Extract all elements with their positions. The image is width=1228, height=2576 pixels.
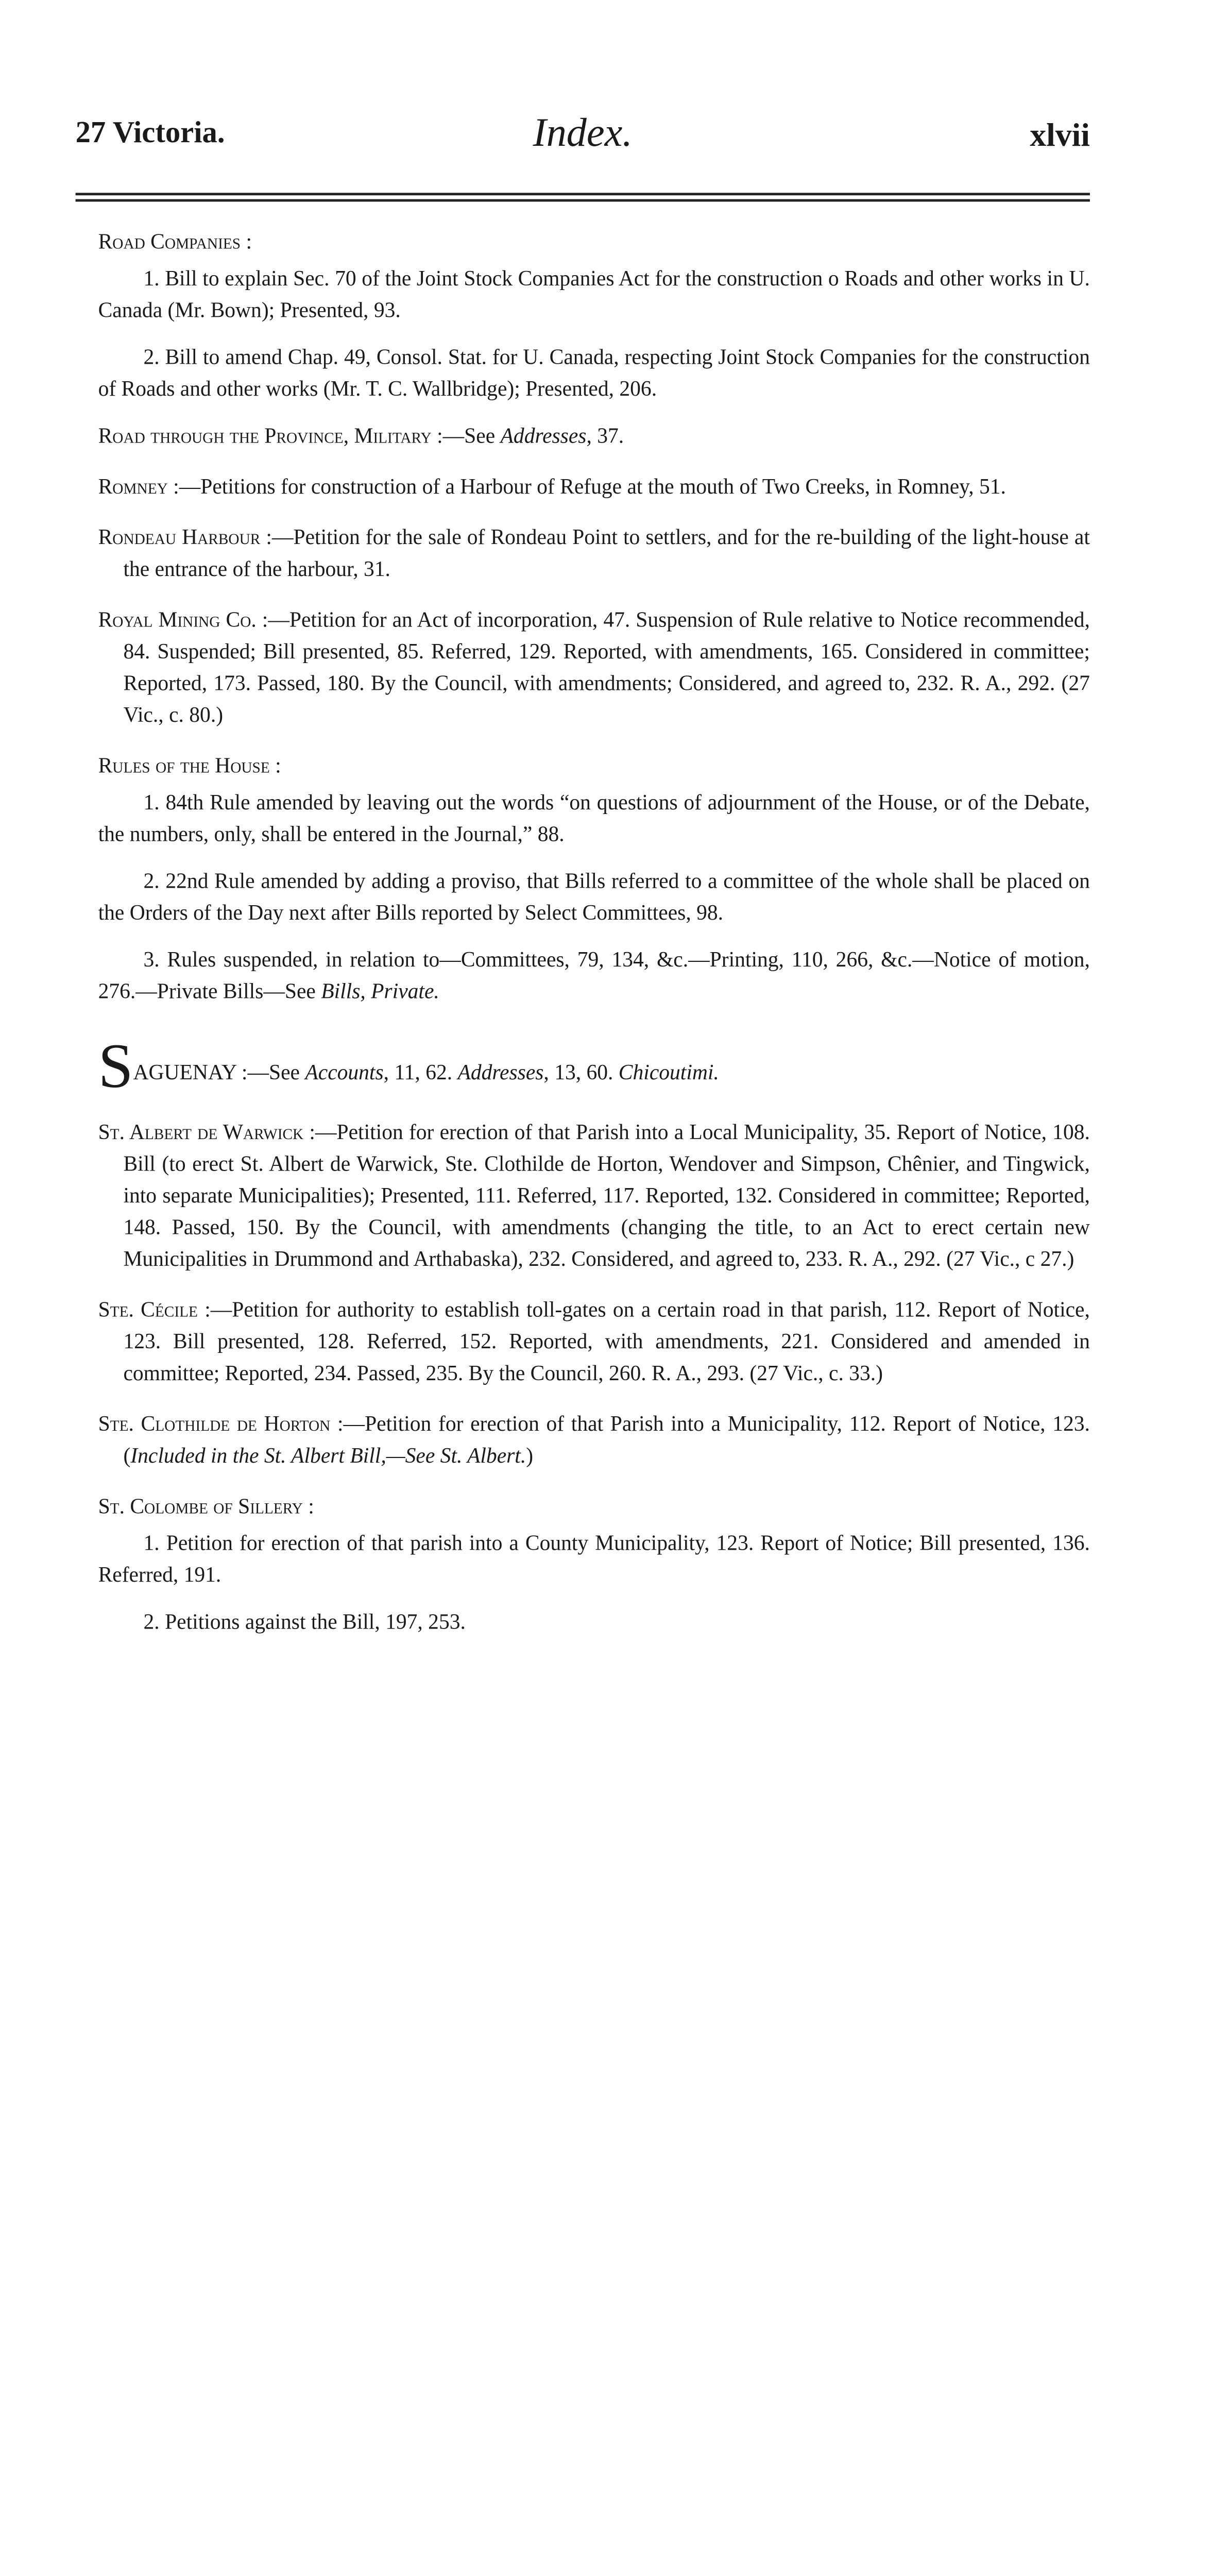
entry-st-colombe-heading: St. Colombe of Sillery : [98,1494,314,1519]
entry-ste-cecile: Ste. Cécile :—Petition for authority to establish toll-gates on a certain road in that parish, 112. Report of Notice, 123. Bill presented, 128. Referred, 152. Reported, with amendments, 221. Considered and amended in committee; Reported, 234. Passed, 235. By the Council, 260. R. A., 293. (27 Vic., c. 33.) [98,1297,1090,1385]
entry-road-companies-item-2: 2. Bill to amend Chap. 49, Consol. Stat. for U. Canada, respecting Joint Stock Companies for the construction of Roads and other works (Mr. T. C. Wallbridge); Presented, 206. [98,345,1090,401]
page-header [75,109,1090,167]
entry-road-companies-heading: Road Companies : [98,229,252,254]
entry-rondeau-harbour: Rondeau Harbour :—Petition for the sale of Rondeau Point to settlers, and for the re-building of the light-house at the entrance of the harbour, 31. [98,525,1090,581]
drop-initial: S [98,1030,133,1101]
entry-rules-item-2: 2. 22nd Rule amended by adding a proviso, that Bills referred to a committee of the whole shall be placed on the Orders of the Day next after Bills reported by Select Committees, 98. [98,869,1090,925]
entry-royal-mining: Royal Mining Co. :—Petition for an Act of incorporation, 47. Suspension of Rule relative to Notice recommended, 84. Suspended; Bill presented, 85. Referred, 129. Reported, with amendments, 165. Considered in committee; Reported, 173. Passed, 180. By the Council, with amendments; Considered, and agreed to, 232. R. A., 292. (27 Vic., c. 80.) [98,607,1090,727]
entry-rules-item-1: 1. 84th Rule amended by leaving out the words “on questions of adjournment of the House, or of the Debate, the numbers, only, shall be entered in the Journal,” 88. [98,790,1090,846]
entry-road-companies-item-1: 1. Bill to explain Sec. 70 of the Joint Stock Companies Act for the construction o Roads and other works in U. Canada (Mr. Bown); Presented, 93. [98,266,1090,323]
entry-saguenay: SAGUENAY :—See Accounts, 11, 62. Addresses, 13, 60. Chicoutimi. [98,1030,719,1101]
entry-rules-item-3: 3. Rules suspended, in relation to—Committees, 79, 134, &c.—Printing, 110, 266, &c.—Notice of motion, 276.—Private Bills—See Bills, Private. [98,947,1090,1004]
entry-st-colombe-item-1: 1. Petition for erection of that parish into a County Municipality, 123. Report of Notice; Bill presented, 136. Referred, 191. [98,1531,1090,1587]
index-entries [98,226,1090,1653]
entry-road-through-province: Road through the Province, Military :—See Addresses, 37. [98,423,624,448]
page-title: Index. [533,109,633,155]
entry-st-colombe-item-2: 2. Petitions against the Bill, 197, 253. [143,1609,466,1634]
entry-romney: Romney :—Petitions for construction of a Harbour of Refuge at the mouth of Two Creeks, in Romney, 51. [98,474,1006,499]
volume-label: 27 Victoria. [75,116,225,150]
header-rule-bottom [76,199,1090,202]
entry-st-albert: St. Albert de Warwick :—Petition for erection of that Parish into a Local Municipality, 35. Report of Notice, 108. Bill (to erect St. Albert de Warwick, Ste. Clothilde de Horton, Wendover and Simpson, Chênier, and Tingwick, into separate Municipalities); Presented, 111. Referred, 117. Reported, 132. Considered in committee; Reported, 148. Passed, 150. By the Council, with amendments (changing the title, to an Act to erect certain new Municipalities in Drummond and Arthabaska), 232. Considered, and agreed to, 233. R. A., 292. (27 Vic., c 27.) [98,1120,1090,1272]
entry-rules-heading: Rules of the House : [98,753,281,778]
header-rule-top [76,193,1090,195]
entry-ste-clothilde: Ste. Clothilde de Horton :—Petition for erection of that Parish into a Municipality, 112. Report of Notice, 123. (Included in the St. Albert Bill,—See St. Albert.) [98,1412,1090,1468]
page-number: xlvii [1030,116,1090,154]
